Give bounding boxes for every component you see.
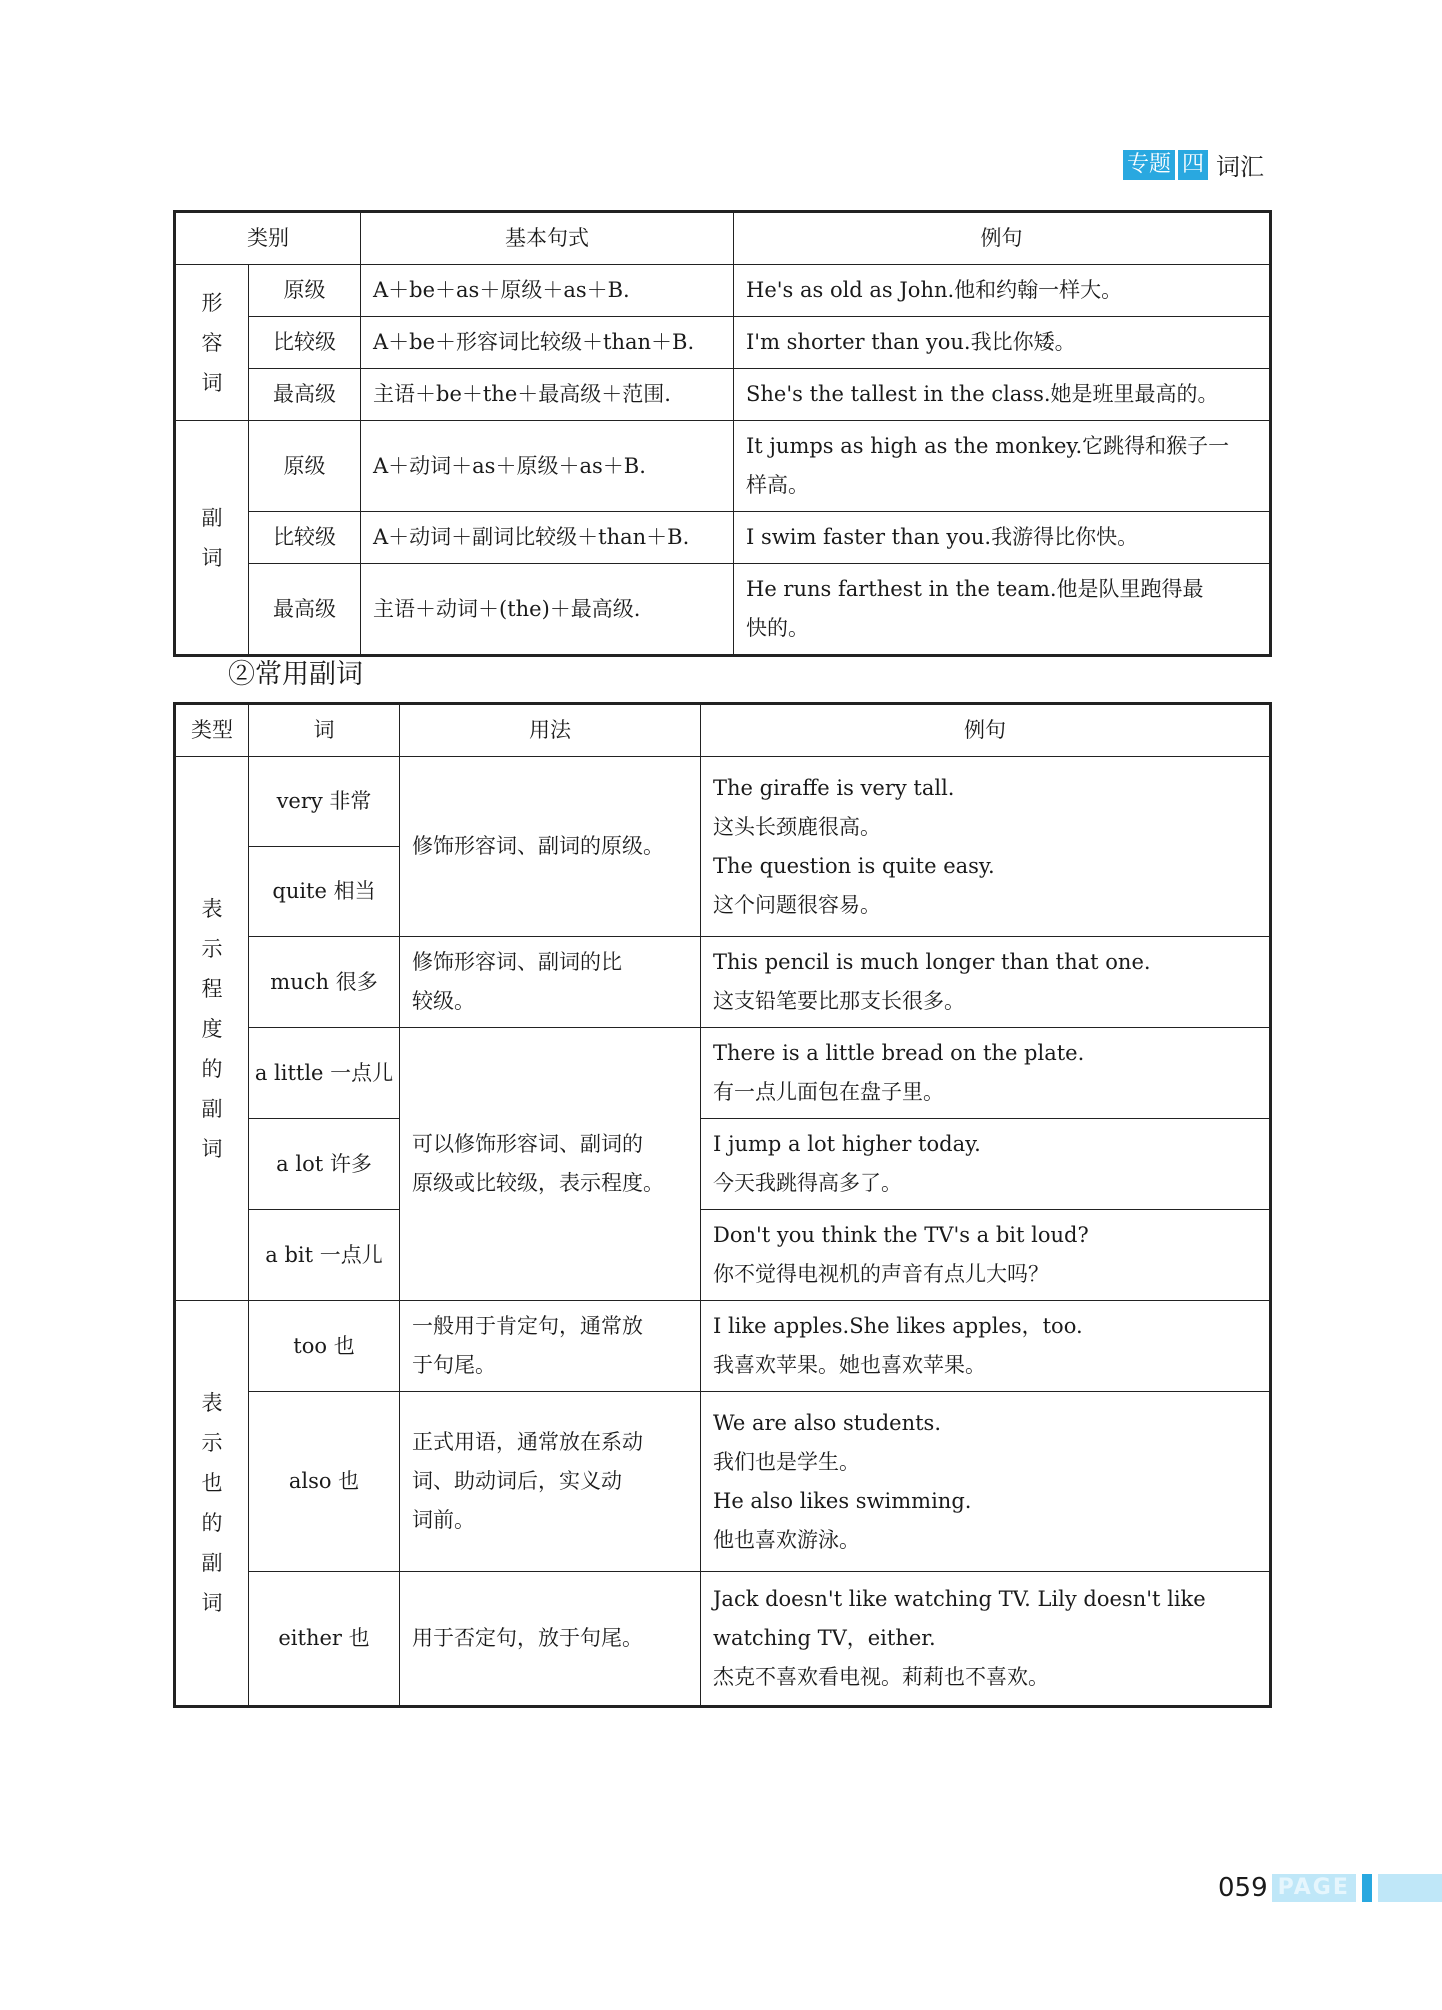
- section-heading: ②常用副词: [228, 659, 363, 690]
- header-usage: 用法: [400, 704, 701, 757]
- word-cell: much 很多: [249, 937, 400, 1028]
- word-cell: also 也: [249, 1392, 400, 1572]
- example-line: Don't you think the TV's a bit loud?: [713, 1223, 1089, 1247]
- example-line: He's as old as John.他和约翰一样大。: [746, 278, 1123, 302]
- table-header-row: [175, 212, 1271, 265]
- page-number: 059: [1218, 1873, 1268, 1903]
- type-char: 程: [201, 976, 223, 1001]
- type-char: 的: [201, 1511, 223, 1535]
- usage-cell: [400, 1028, 701, 1301]
- example-line: I jump a lot higher today.: [713, 1132, 981, 1156]
- example-line: watching TV，either.: [713, 1626, 936, 1650]
- type-char: 词: [201, 1136, 223, 1161]
- degree-cell: 最高级: [249, 369, 361, 421]
- example-line: He runs farthest in the team.他是队里跑得最: [746, 577, 1204, 601]
- example-line: I like apples.She likes apples，too.: [713, 1314, 1083, 1338]
- type-char: 示: [201, 936, 223, 961]
- group-char: 形: [201, 290, 223, 315]
- example-cell: [701, 1119, 1271, 1210]
- example-line: 这个问题很容易。: [713, 892, 881, 917]
- table-row: [175, 564, 1271, 656]
- type-label-also: [175, 1301, 249, 1707]
- example-cell: [734, 317, 1271, 369]
- table-row: [175, 421, 1271, 512]
- usage-cell: [400, 937, 701, 1028]
- example-line: 我们也是学生。: [713, 1449, 860, 1474]
- group-char: 词: [201, 545, 223, 570]
- example-line: I'm shorter than you.我比你矮。: [746, 330, 1076, 354]
- example-line: The question is quite easy.: [713, 853, 995, 878]
- type-char: 副: [201, 1096, 223, 1121]
- example-line: 今天我跳得高多了。: [713, 1171, 902, 1195]
- example-cell: [701, 1210, 1271, 1301]
- example-cell: [701, 1392, 1271, 1572]
- header-category: 类别: [175, 212, 361, 265]
- table-row: [175, 1210, 1271, 1301]
- table-row: [175, 317, 1271, 369]
- example-line: He also likes swimming.: [713, 1488, 972, 1513]
- word-cell: quite 相当: [249, 847, 400, 937]
- example-line: 我喜欢苹果。她也喜欢苹果。: [713, 1353, 986, 1377]
- group-char: 词: [201, 370, 223, 395]
- usage-line: 于句尾。: [412, 1353, 496, 1377]
- pattern-cell: 主语＋动词＋(the)＋最高级.: [361, 564, 734, 656]
- example-cell: [734, 512, 1271, 564]
- usage-line: 原级或比较级，表示程度。: [412, 1171, 664, 1195]
- type-char: 也: [201, 1471, 223, 1495]
- section-tag-part2: 四: [1178, 150, 1208, 180]
- word-cell: either 也: [249, 1572, 400, 1707]
- example-line: It jumps as high as the monkey.它跳得和猴子一: [746, 434, 1230, 458]
- type-char: 表: [201, 1391, 223, 1415]
- usage-line: 一般用于肯定句，通常放: [412, 1314, 643, 1338]
- group-char: 副: [201, 505, 223, 530]
- group-label-adverb: [175, 421, 249, 656]
- example-cell: [701, 1301, 1271, 1392]
- table-row: [175, 1392, 1271, 1572]
- degree-cell: 比较级: [249, 317, 361, 369]
- table-row: [175, 757, 1271, 847]
- header-example: 例句: [734, 212, 1271, 265]
- example-cell: [734, 421, 1271, 512]
- section-tag-part1: 专题: [1123, 150, 1175, 180]
- usage-cell: 用于否定句，放于句尾。: [400, 1572, 701, 1707]
- example-cell: [734, 265, 1271, 317]
- example-line: There is a little bread on the plate.: [713, 1041, 1085, 1065]
- example-cell: [734, 369, 1271, 421]
- pattern-cell: A＋动词＋副词比较级＋than＋B.: [361, 512, 734, 564]
- type-char: 词: [201, 1591, 223, 1615]
- table-row: [175, 265, 1271, 317]
- usage-line: 正式用语，通常放在系动: [412, 1430, 643, 1454]
- example-line: The giraffe is very tall.: [713, 775, 955, 800]
- table-row: [175, 369, 1271, 421]
- group-label-adjective: [175, 265, 249, 421]
- usage-line: 词、助动词后，实义动: [412, 1469, 622, 1493]
- type-char: 示: [201, 1431, 223, 1455]
- header-type: 类型: [175, 704, 249, 757]
- table-row: [175, 1301, 1271, 1392]
- type-char: 的: [201, 1056, 223, 1081]
- example-line: 这头长颈鹿很高。: [713, 814, 881, 839]
- group-char: 容: [201, 330, 223, 355]
- page-label: PAGE: [1272, 1874, 1356, 1902]
- example-cell: [701, 1028, 1271, 1119]
- header-word: 词: [249, 704, 400, 757]
- table-row: [175, 1028, 1271, 1119]
- example-line: She's the tallest in the class.她是班里最高的。: [746, 382, 1219, 406]
- example-cell: [701, 1572, 1271, 1707]
- degree-cell: 原级: [249, 421, 361, 512]
- section-tag: [1123, 147, 1264, 182]
- example-line: We are also students.: [713, 1410, 941, 1435]
- example-line: 这支铅笔要比那支长很多。: [713, 989, 965, 1013]
- usage-line: 较级。: [412, 989, 475, 1013]
- adverbs-table: [173, 702, 1272, 1708]
- table-row: [175, 937, 1271, 1028]
- pattern-cell: A＋动词＋as＋原级＋as＋B.: [361, 421, 734, 512]
- example-line: 有一点儿面包在盘子里。: [713, 1080, 944, 1104]
- usage-cell: [400, 1301, 701, 1392]
- comparison-table: [173, 210, 1272, 657]
- page-marker: [1362, 1874, 1372, 1902]
- pattern-cell: 主语＋be＋the＋最高级＋范围.: [361, 369, 734, 421]
- table-header-row: [175, 704, 1271, 757]
- degree-cell: 比较级: [249, 512, 361, 564]
- example-cell: [701, 757, 1271, 937]
- table-row: [175, 1119, 1271, 1210]
- header-pattern: 基本句式: [361, 212, 734, 265]
- pattern-cell: A＋be＋形容词比较级＋than＋B.: [361, 317, 734, 369]
- example-line: 他也喜欢游泳。: [713, 1527, 860, 1552]
- header-example: 例句: [701, 704, 1271, 757]
- type-char: 度: [201, 1016, 223, 1041]
- example-cell: [734, 564, 1271, 656]
- word-cell: a little 一点儿: [249, 1028, 400, 1119]
- word-cell: very 非常: [249, 757, 400, 847]
- example-line: 杰克不喜欢看电视。莉莉也不喜欢。: [713, 1665, 1049, 1689]
- degree-cell: 原级: [249, 265, 361, 317]
- pattern-cell: A＋be＋as＋原级＋as＋B.: [361, 265, 734, 317]
- word-cell: a bit 一点儿: [249, 1210, 400, 1301]
- table-row: [175, 1572, 1271, 1707]
- section-tag-title: 词汇: [1216, 153, 1264, 181]
- page-footer: [1218, 1873, 1442, 1903]
- example-line: 样高。: [746, 473, 809, 497]
- type-label-degree: [175, 757, 249, 1301]
- table-row: [175, 512, 1271, 564]
- example-line: This pencil is much longer than that one.: [713, 950, 1151, 974]
- example-line: Jack doesn't like watching TV. Lily doesn't like: [713, 1587, 1206, 1611]
- example-line: 快的。: [746, 616, 809, 640]
- word-cell: a lot 许多: [249, 1119, 400, 1210]
- degree-cell: 最高级: [249, 564, 361, 656]
- usage-line: 词前。: [412, 1508, 475, 1532]
- type-char: 副: [201, 1551, 223, 1575]
- usage-line: 可以修饰形容词、副词的: [412, 1132, 643, 1156]
- usage-cell: [400, 1392, 701, 1572]
- page-bar: [1378, 1874, 1442, 1902]
- word-cell: too 也: [249, 1301, 400, 1392]
- usage-line: 修饰形容词、副词的比: [412, 950, 622, 974]
- type-char: 表: [201, 896, 223, 921]
- example-line: I swim faster than you.我游得比你快。: [746, 525, 1139, 549]
- usage-cell: 修饰形容词、副词的原级。: [400, 757, 701, 937]
- example-line: 你不觉得电视机的声音有点儿大吗？: [713, 1262, 1049, 1286]
- example-cell: [701, 937, 1271, 1028]
